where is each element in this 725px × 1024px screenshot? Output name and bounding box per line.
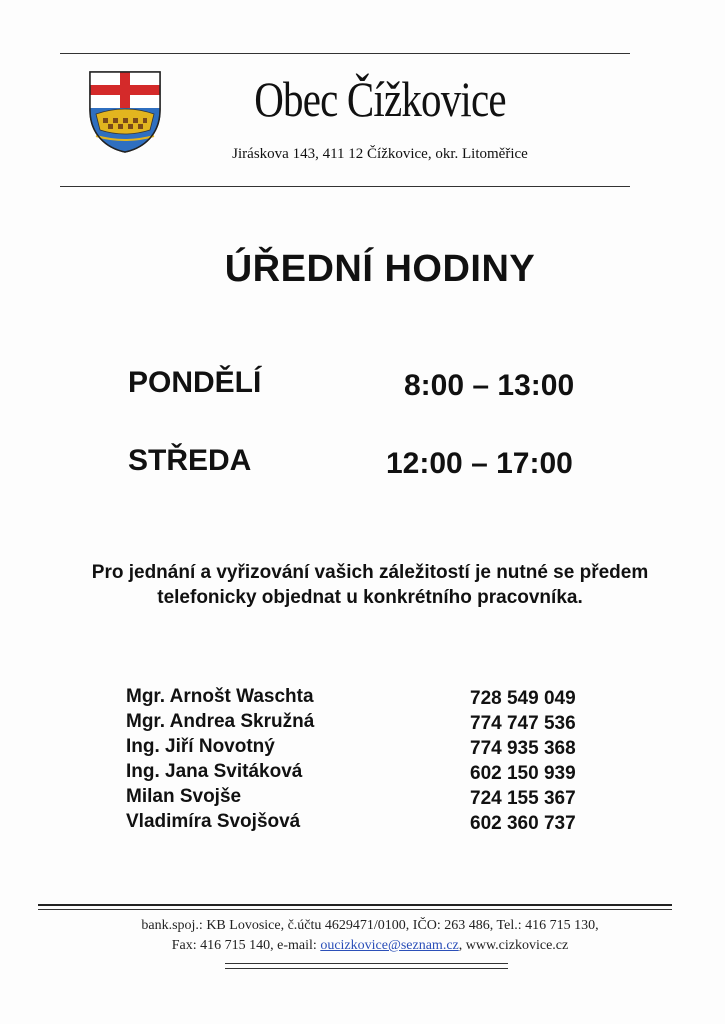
contact-phone: 602 150 939: [470, 763, 576, 784]
contact-list: [126, 686, 606, 836]
footer-contact-line: [60, 936, 680, 956]
footer-top-rule: [38, 904, 672, 906]
footer-bottom-rule-2: [225, 968, 508, 969]
footer: [60, 916, 680, 956]
list-item: [126, 761, 606, 786]
page-heading: ÚŘEDNÍ HODINY: [224, 248, 536, 290]
contact-phone: 724 155 367: [470, 788, 576, 809]
list-item: [126, 811, 606, 836]
hours-day: STŘEDA: [128, 444, 252, 477]
contact-name: Ing. Jana Svitáková: [126, 761, 303, 782]
list-item: [126, 686, 606, 711]
list-item: [126, 736, 606, 761]
coat-of-arms-icon: [88, 70, 162, 154]
contact-name: Ing. Jiří Novotný: [126, 736, 275, 757]
list-item: [126, 786, 606, 811]
appointment-notice: Pro jednání a vyřizování vašich záležitostí je nutné se předem telefonicky objednat u konkrétního pracovníka.: [91, 562, 649, 608]
contact-name: Mgr. Arnošt Waschta: [126, 686, 314, 707]
contact-phone: 602 360 737: [470, 813, 576, 834]
hours-time: 12:00 – 17:00: [386, 447, 573, 480]
hours-day: PONDĚLÍ: [128, 366, 262, 399]
footer-web-text: , www.cizkovice.cz: [458, 938, 569, 953]
footer-top-rule-thin: [38, 909, 672, 910]
header-bottom-rule: [60, 186, 630, 187]
list-item: [126, 711, 606, 736]
email-link[interactable]: oucizkovice@seznam.cz: [320, 938, 459, 953]
municipality-address: Jiráskova 143, 411 12 Čížkovice, okr. Litoměřice: [232, 146, 528, 162]
hours-time: 8:00 – 13:00: [404, 369, 575, 402]
contact-name: Mgr. Andrea Skružná: [126, 711, 315, 732]
contact-name: Vladimíra Svojšová: [126, 811, 301, 832]
contact-phone: 728 549 049: [470, 688, 576, 709]
contact-name: Milan Svojše: [126, 786, 242, 807]
footer-bottom-rule: [225, 963, 508, 964]
header-top-rule: [60, 53, 630, 54]
contact-phone: 774 747 536: [470, 713, 576, 734]
footer-fax-text: Fax: 416 715 140, e-mail:: [171, 938, 321, 953]
footer-bank-line: bank.spoj.: KB Lovosice, č.účtu 4629471/0100, IČO: 263 486, Tel.: 416 715 130,: [141, 918, 599, 933]
municipality-title: Obec Čížkovice: [254, 71, 506, 127]
contact-phone: 774 935 368: [470, 738, 576, 759]
